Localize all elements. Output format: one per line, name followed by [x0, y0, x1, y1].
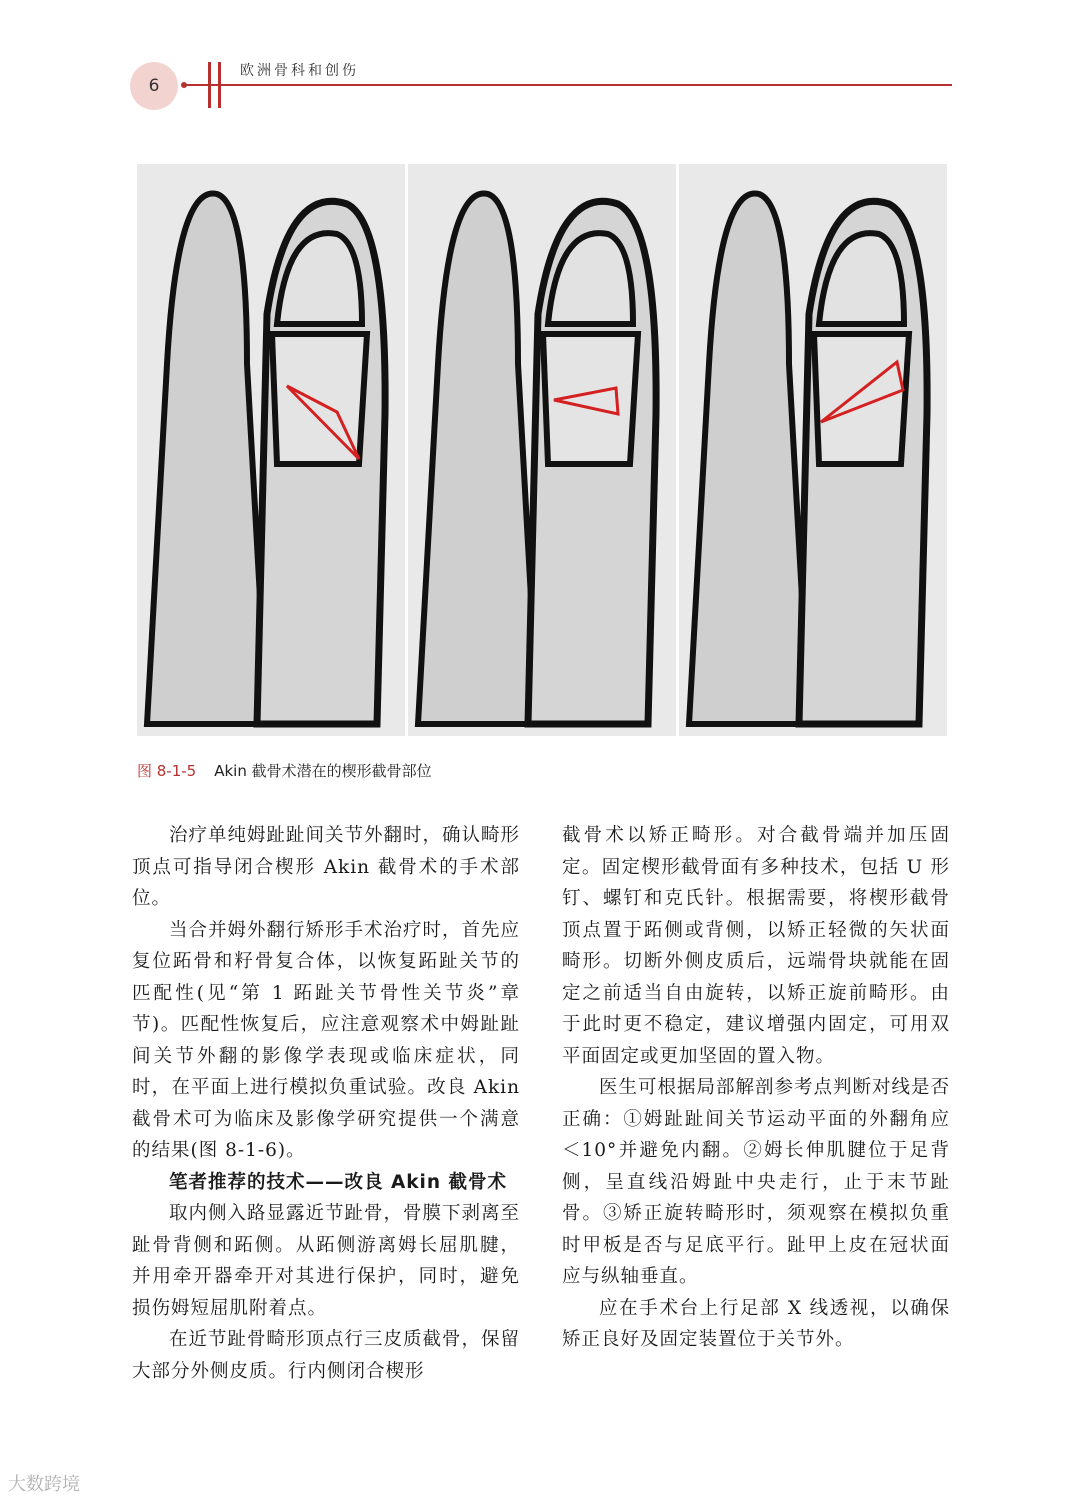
header-bar-left: [208, 62, 211, 108]
header-rule: [186, 84, 952, 86]
page-number: 6: [130, 62, 178, 110]
xray-figure: [137, 164, 947, 736]
page-header: [0, 0, 1080, 120]
paragraph: 当合并姆外翻行矫形手术治疗时，首先应复位跖骨和籽骨复合体，以恢复跖趾关节的匹配性(见“第 1 跖趾关节骨性关节炎”章节)。匹配性恢复后，应注意观察术中姆趾趾间关节外翻的影像学表现或临床症状，同时，在平面上进行模拟负重试验。改良 Akin 截骨术可为临床及影像学研究提供一个满意的结果(图 8-1-6)。: [132, 919, 521, 1161]
paragraph: 截骨术以矫正畸形。对合截骨端并加压固定。固定楔形截骨面有多种技术，包括 U 形钉、螺钉和克氏针。根据需要，将楔形截骨顶点置于跖侧或背侧，以矫正轻微的矢状面畸形。切断外侧皮质后，远端骨块就能在固定之前适当自由旋转，以矫正旋前畸形。由于此时更不稳定，建议增强内固定，可用双平面固定或更加坚固的置入物。: [562, 825, 950, 1067]
paragraph: 治疗单纯姆趾趾间关节外翻时，确认畸形顶点可指导闭合楔形 Akin 截骨术的手术部位。: [132, 825, 521, 909]
xray-panel-2: [408, 164, 676, 736]
xray-panel-3: [679, 164, 947, 736]
xray-panel-1: [137, 164, 405, 736]
paragraph: 取内侧入路显露近节趾骨，骨膜下剥离至趾骨背侧和跖侧。从跖侧游离姆长屈肌腱，并用牵开器牵开对其进行保护，同时，避免损伤姆短屈肌附着点。: [132, 1203, 521, 1319]
left-column: [132, 820, 520, 1387]
figure-caption: [137, 760, 432, 781]
running-title: 欧洲骨科和创伤: [240, 63, 359, 79]
figure-label: 图 8-1-5: [137, 762, 197, 780]
paragraph: 应在手术台上行足部 X 线透视，以确保矫正良好及固定装置位于关节外。: [562, 1297, 950, 1350]
paragraph: 在近节趾骨畸形顶点行三皮质截骨，保留大部分外侧皮质。行内侧闭合楔形: [132, 1329, 521, 1382]
paragraph: 医生可根据局部解剖参考点判断对线是否正确：①姆趾趾间关节运动平面的外翻角应＜10°并避免内翻。②姆长伸肌腱位于足背侧，呈直线沿姆趾中央走行，止于末节趾骨。③矫正旋转畸形时，须观察在模拟负重时甲板是否与足底平行。趾甲上皮在冠状面应与纵轴垂直。: [562, 1077, 951, 1287]
header-bar-right: [218, 62, 221, 108]
right-column: [562, 820, 950, 1356]
watermark: 大数跨境: [8, 1474, 80, 1495]
figure-caption-text: Akin 截骨术潜在的楔形截骨部位: [214, 762, 432, 780]
section-heading: 笔者推荐的技术——改良 Akin 截骨术: [169, 1171, 508, 1193]
